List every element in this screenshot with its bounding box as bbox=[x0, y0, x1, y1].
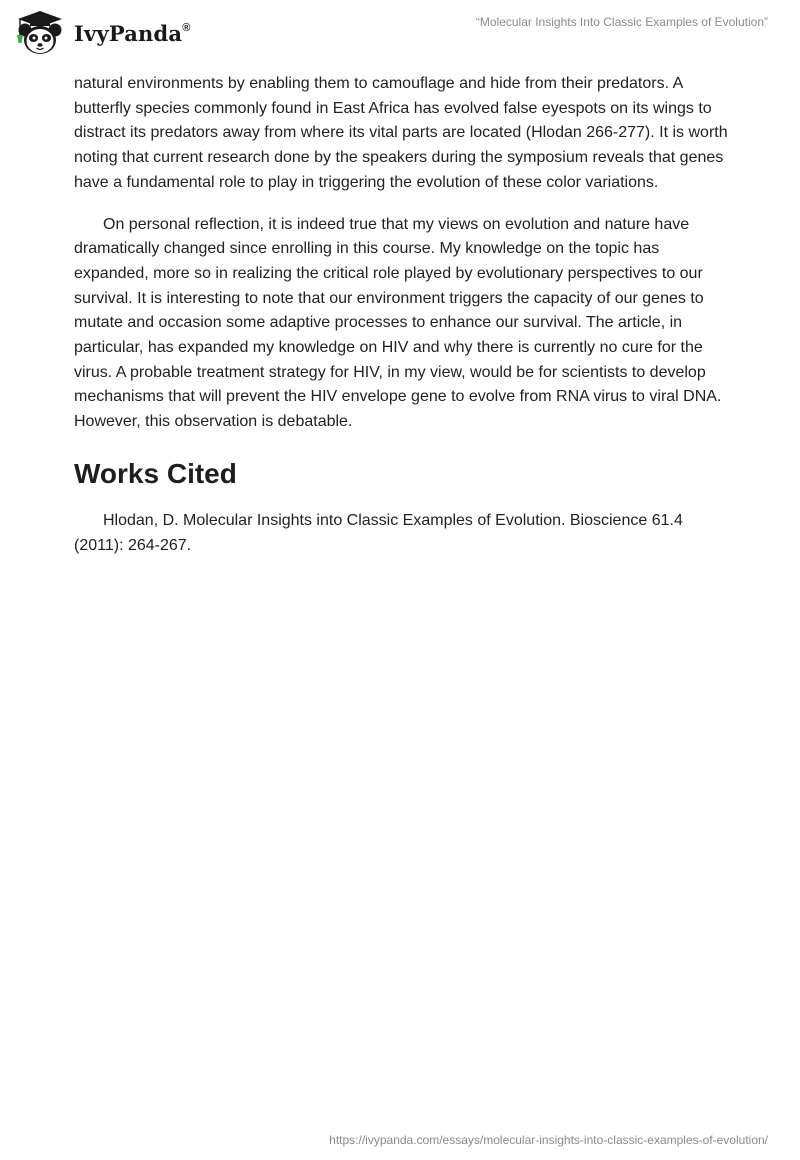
brand-name: IvyPanda® bbox=[74, 20, 191, 46]
body-paragraph-2: On personal reflection, it is indeed true that my views on evolution and nature have dramatically changed since enrolling in this course. My knowledge on the topic has expanded, more so in realizing the critical role played by evolutionary perspectives to our survival. It is interesting to note that our environment triggers the capacity of our genes to mutate and occasion some adaptive processes to enhance our survival. The article, in particular, has expanded my knowledge on HIV and why there is currently no cure for the virus. A probable treatment strategy for HIV, in my view, would be for scientists to develop mechanisms that will prevent the HIV envelope gene to evolve from RNA virus to viral DNA. However, this observation is debatable. bbox=[74, 215, 722, 431]
ivypanda-logo[interactable] bbox=[12, 8, 191, 58]
body-paragraph-1: natural environments by enabling them to camouflage and hide from their predators. A butterfly species commonly found in East Africa has evolved false eyespots on its wings to distract its predators away from where its vital parts are located (Hlodan 266-277). It is worth noting that current research done by the speakers during the symposium reveals that genes have a fundamental role to play in triggering the evolution of these color variations. bbox=[74, 75, 728, 191]
document-title: “Molecular Insights Into Classic Examples of Evolution” bbox=[475, 15, 768, 29]
essay-content bbox=[74, 72, 729, 558]
citation-entry: Hlodan, D. Molecular Insights into Classic Examples of Evolution. Bioscience 61.4 (2011): 264-267. bbox=[74, 511, 683, 554]
panda-graduate-icon bbox=[12, 8, 68, 58]
source-url[interactable]: https://ivypanda.com/essays/molecular-insights-into-classic-examples-of-evolution/ bbox=[329, 1133, 768, 1147]
works-cited-heading: Works Cited bbox=[74, 457, 237, 489]
page-header bbox=[0, 0, 800, 62]
